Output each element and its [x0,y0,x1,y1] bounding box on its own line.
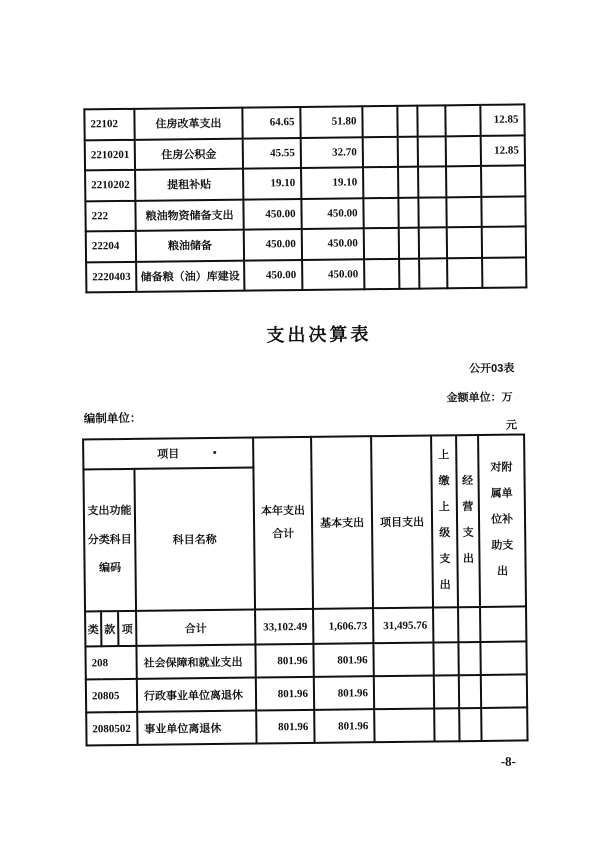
cell-value [362,106,397,137]
cell-project: 31,495.76 [373,608,433,644]
cell-value [363,197,398,228]
cell-project [374,708,434,742]
table-row [86,674,527,712]
cell-basic: 51.80 [300,106,362,137]
cell-value [364,228,399,259]
header-upper-level: 上 缴 上 级 支 出 [431,435,458,607]
cell-code: 2080502 [86,712,137,746]
cell-name: 行政事业单位离退休 [137,678,256,712]
header-code: 支出功能 分类科目 编码 [83,469,136,612]
cell-value [398,197,418,228]
header-basic: 基本支出 [311,436,373,609]
header-sub-category: 类 [85,611,101,646]
page-number: -8- [500,753,517,769]
cell-value [363,136,398,167]
cell-operating [459,708,481,741]
header-project-exp: 项目支出 [371,436,433,609]
cell-value [447,227,482,258]
cell-code: 22204 [86,231,136,262]
cell-subsidy [481,707,527,741]
cell-value [399,258,419,289]
cell-basic: 801.96 [313,643,373,677]
cell-subsidy [481,165,525,196]
cell-basic: 450.00 [302,259,364,290]
cell-value [446,166,481,197]
cell-basic: 32.70 [301,137,363,168]
cell-code: 22102 [84,109,134,140]
cell-value [446,135,481,166]
cell-basic: 1,606.73 [313,608,373,644]
cell-subsidy [480,641,526,675]
table-number-label: 公开03表 [469,362,515,376]
table-row [85,196,525,231]
cell-value [419,227,447,258]
table-row [85,641,526,679]
cell-value [419,258,447,289]
cell-total: 64.65 [242,107,300,138]
cell-project [374,675,434,709]
table-row [85,135,525,170]
cell-value [398,136,418,167]
table-row [86,707,527,745]
cell-name: 粮油物资储备支出 [135,199,243,231]
cell-subsidy [482,257,526,288]
cell-total: 801.96 [256,710,314,744]
cell-subsidy: 12.85 [481,135,525,166]
cell-subsidy: 12.85 [480,104,524,135]
cell-code: 2210201 [85,139,135,170]
cell-name: 提租补贴 [135,169,243,201]
cell-basic: 19.10 [301,167,363,198]
header-row-project [83,434,524,469]
cell-total: 450.00 [243,198,301,229]
cell-value [445,105,480,136]
cell-upper [433,607,458,642]
amount-unit-label-cont: 元 [505,419,518,432]
cell-value [418,136,446,167]
cell-basic: 450.00 [302,228,364,259]
cell-code: 2220403 [86,261,136,292]
cell-subsidy [482,226,526,257]
cell-name: 社会保障和就业支出 [136,645,255,679]
cell-upper [434,675,459,708]
table-row [85,165,525,200]
cell-name: 住房改革支出 [134,108,242,140]
cell-value [363,167,398,198]
cell-value [417,105,445,136]
cell-name: 事业单位离退休 [137,711,256,745]
cell-operating [458,607,480,642]
cell-value [397,106,417,137]
cell-basic: 801.96 [314,676,374,710]
cell-total: 33,102.49 [255,609,313,645]
cell-basic: 801.96 [314,709,374,743]
top-expenditure-table [83,103,527,293]
cell-value [398,167,418,198]
cell-value [418,166,446,197]
cell-operating [459,675,481,708]
cell-operating [458,642,480,675]
header-operating: 经 营 支 出 [456,435,480,607]
cell-code: 2210202 [85,170,135,201]
header-total: 本年支出 合计 [253,437,313,610]
header-subsidy: 对附 属单 位补 助支 出 [478,434,526,607]
cell-upper [433,642,458,675]
cell-subsidy [481,674,527,708]
expenditure-final-accounts-table [82,433,528,746]
cell-project [373,643,433,677]
cell-total: 45.55 [243,137,301,168]
compiler-label: 编制单位： [83,412,142,426]
header-sub-item: 项 [118,611,136,646]
cell-name: 储备粮（油）库建设 [136,260,244,292]
cell-subsidy [481,196,525,227]
cell-name: 粮油储备 [136,230,244,262]
cell-upper [434,708,459,741]
table-row [84,104,524,139]
header-sub-section: 款 [101,611,118,646]
cell-code: 20805 [86,679,137,713]
cell-value [446,196,481,227]
page-title: 支出决算表 [266,324,372,346]
cell-total: 450.00 [244,229,302,260]
cell-code: 222 [85,200,135,231]
cell-total: 801.96 [255,644,313,678]
cell-total: 450.00 [244,259,302,290]
cell-code: 208 [85,646,136,680]
cell-name: 住房公积金 [135,138,243,170]
table-row [86,257,526,292]
total-row [85,606,526,646]
cell-total: 19.10 [243,168,301,199]
cell-basic: 450.00 [301,198,363,229]
cell-value [447,257,482,288]
cell-value [418,197,446,228]
cell-value [399,228,419,259]
header-project-group: 项目 [83,438,253,470]
cell-total: 801.96 [256,677,314,711]
cell-subsidy [480,606,526,642]
header-subject-name: 科目名称 [134,468,255,611]
amount-unit-label: 金额单位：万 [446,391,513,405]
cell-name: 合计 [136,610,255,646]
table-row [86,226,526,261]
cell-value [364,258,399,289]
